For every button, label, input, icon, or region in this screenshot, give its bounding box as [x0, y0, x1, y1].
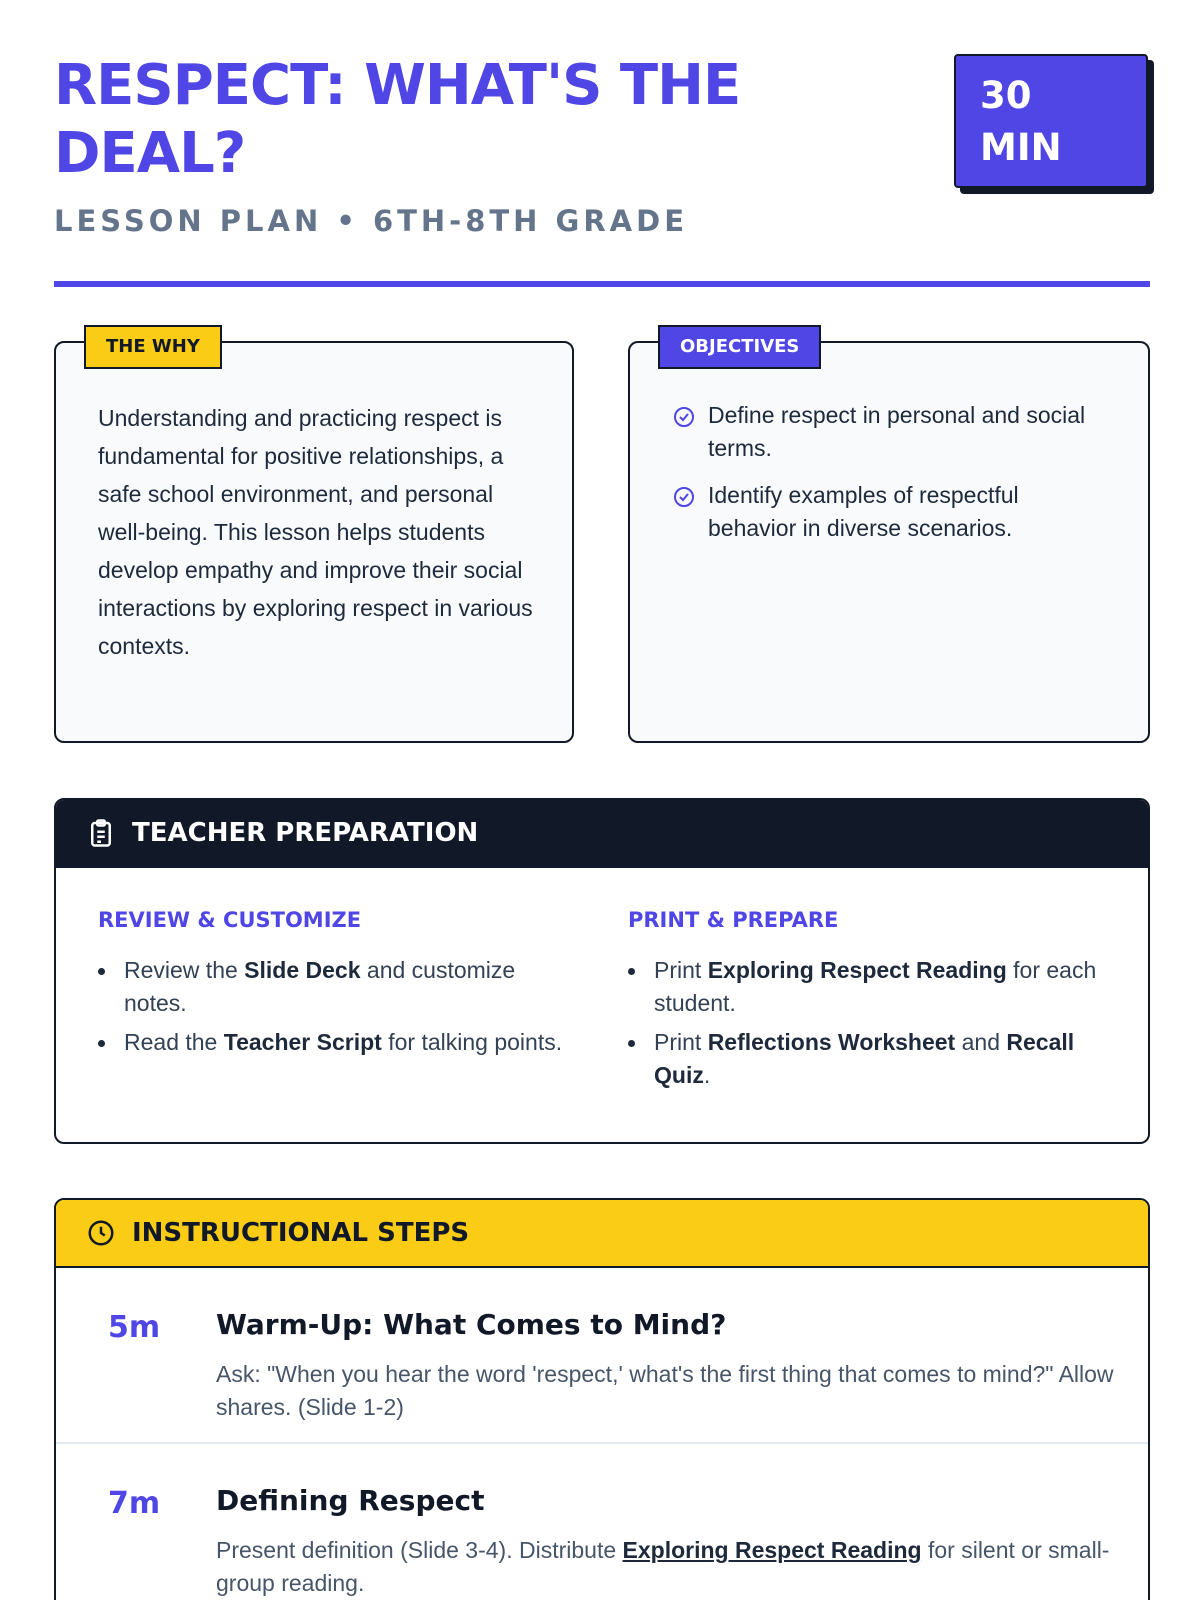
clock-icon — [86, 1218, 116, 1248]
objective-text: Identify examples of respectful behavior in diverse scenarios. — [708, 482, 1019, 541]
review-customize-list — [98, 954, 568, 1059]
step-description: Present definition (Slide 3-4). Distribute Exploring Respect Reading for silent or small-group reading. — [216, 1537, 1110, 1596]
check-badge-icon — [672, 405, 696, 429]
step-title: Defining Respect — [216, 1484, 485, 1517]
teacher-preparation-panel — [54, 798, 1150, 1144]
clipboard-icon — [86, 818, 116, 848]
objectives-tag: OBJECTIVES — [658, 325, 821, 369]
review-customize-column — [98, 908, 568, 1065]
lesson-header — [54, 52, 1150, 292]
step-duration: 7m — [108, 1486, 161, 1521]
why-tag: THE WHY — [84, 325, 222, 369]
prep-item: Read the Teacher Script for talking points. — [98, 1026, 568, 1059]
reading-link[interactable]: Exploring Respect Reading — [622, 1537, 922, 1563]
instructional-steps-panel — [54, 1198, 1150, 1600]
objective-item — [672, 399, 1112, 465]
instructional-steps-header — [56, 1200, 1148, 1268]
why-text: Understanding and practicing respect is fundamental for positive relationships, a safe school environment, and personal well-being. This lesson helps students develop empathy and improve their social interactions by exploring respect in various contexts. — [98, 405, 533, 659]
prep-item: Review the Slide Deck and customize notes. — [98, 954, 568, 1020]
step-title: Warm-Up: What Comes to Mind? — [216, 1308, 727, 1341]
print-prepare-title: PRINT & PREPARE — [628, 908, 839, 932]
page-title: RESPECT: WHAT'S THE DEAL? — [54, 53, 741, 186]
step-description: Ask: "When you hear the word 'respect,' what's the first thing that comes to mind?" Allow shares. (Slide 1-2) — [216, 1361, 1114, 1420]
duration-badge: 30 MIN — [954, 54, 1148, 188]
check-badge-icon — [672, 485, 696, 509]
objective-text: Define respect in personal and social terms. — [708, 402, 1086, 461]
header-divider — [54, 281, 1150, 287]
step-row — [56, 1444, 1148, 1600]
objectives-card — [628, 336, 1150, 743]
objectives-list — [672, 399, 1112, 559]
instructional-steps-title: INSTRUCTIONAL STEPS — [132, 1218, 470, 1248]
review-customize-title: REVIEW & CUSTOMIZE — [98, 908, 362, 932]
objective-item — [672, 479, 1112, 545]
prep-item: Print Reflections Worksheet and Recall Quiz. — [628, 1026, 1098, 1092]
why-card — [54, 336, 574, 743]
teacher-preparation-header — [56, 800, 1148, 868]
page-subtitle: LESSON PLAN • 6TH-8TH GRADE — [54, 204, 689, 238]
step-duration: 5m — [108, 1310, 161, 1345]
step-row — [56, 1268, 1148, 1444]
teacher-preparation-title: TEACHER PREPARATION — [132, 818, 479, 848]
print-prepare-column — [628, 908, 1098, 1098]
print-prepare-list — [628, 954, 1098, 1092]
prep-item: Print Exploring Respect Reading for each student. — [628, 954, 1098, 1020]
